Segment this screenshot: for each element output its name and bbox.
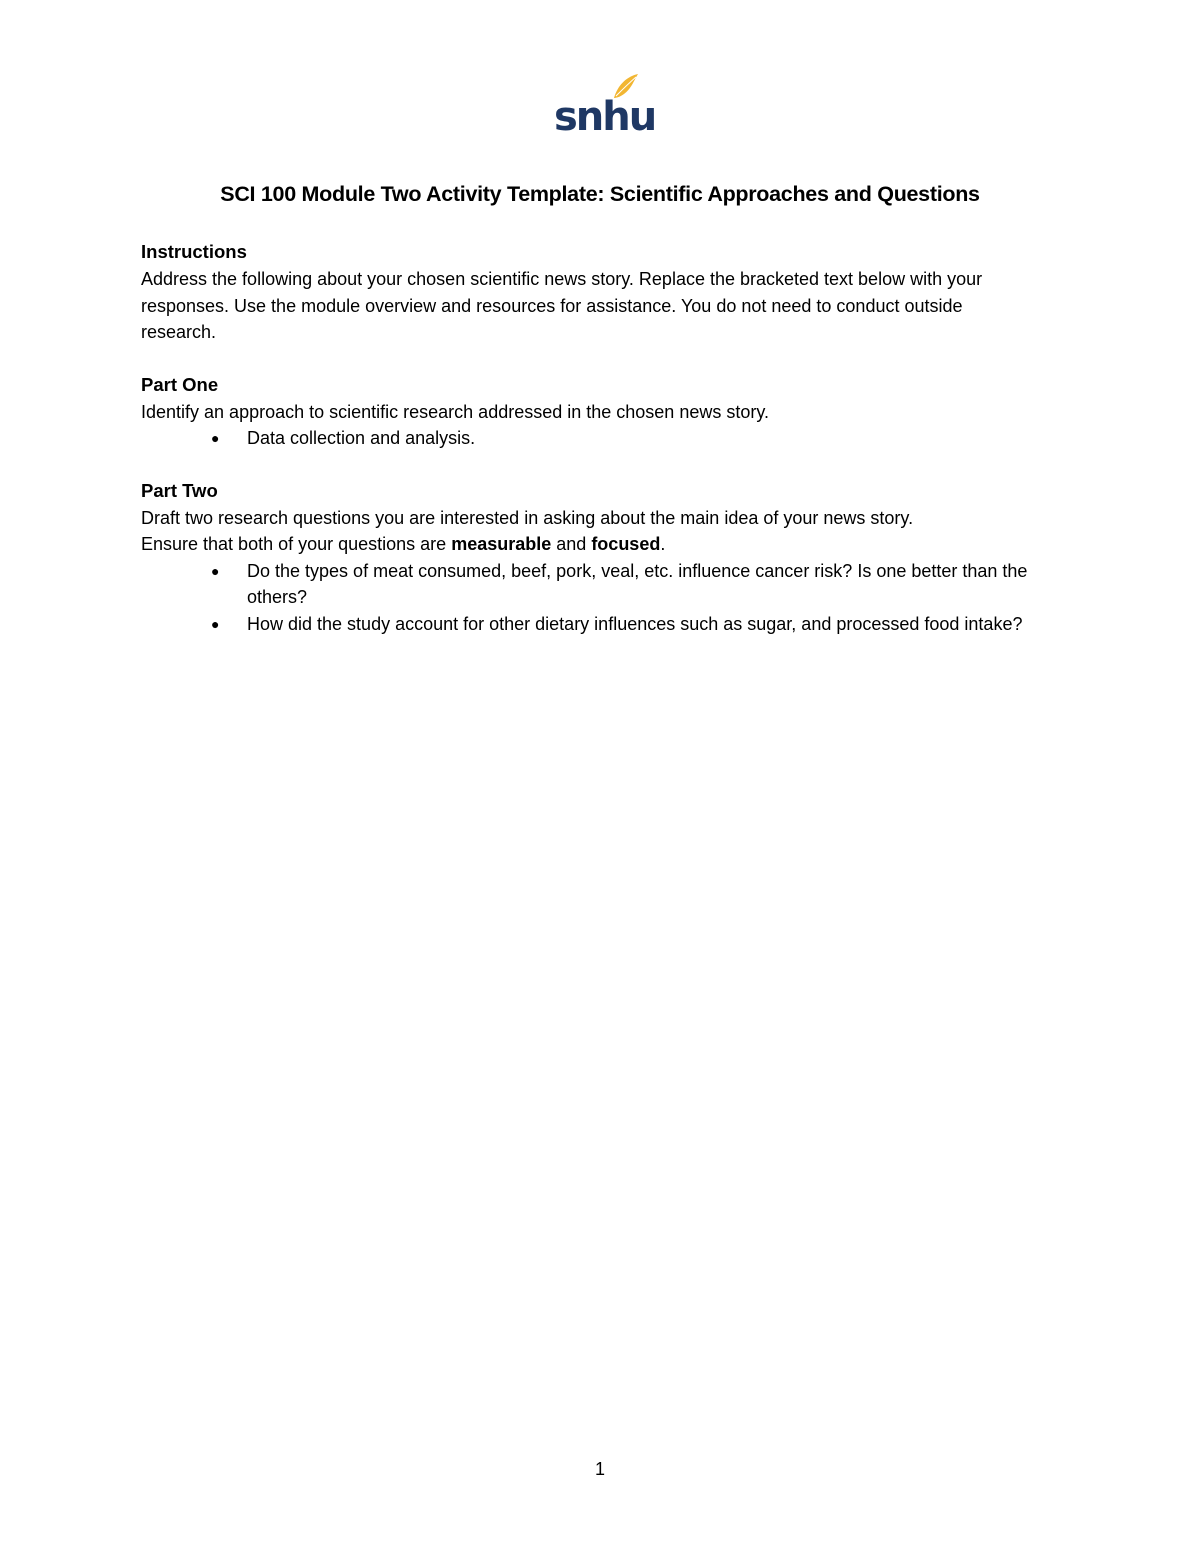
prompt-text: . [660, 534, 666, 554]
snhu-logo [552, 70, 656, 140]
part-one-section [141, 371, 1041, 452]
emphasis-measurable: measurable [451, 534, 552, 554]
instructions-section [141, 238, 1041, 346]
part-one-answer: Data collection and analysis. [247, 428, 476, 448]
svg-text:snhu: snhu [554, 94, 656, 140]
bullet-icon: ● [211, 562, 220, 579]
page-number: 1 [594, 1459, 605, 1479]
document-title: SCI 100 Module Two Activity Template: Scientific Approaches and Questions [220, 182, 980, 206]
part-one-bullet-list [141, 425, 1041, 452]
emphasis-focused: focused [591, 534, 661, 554]
document-body [141, 238, 1041, 637]
research-question-1: Do the types of meat consumed, beef, pork, veal, etc. influence cancer risk? Is one better than the others? [247, 560, 1028, 607]
list-item [141, 558, 1041, 611]
prompt-text: and [551, 534, 592, 554]
part-one-heading: Part One [141, 373, 219, 395]
part-two-prompt-line2 [141, 531, 1041, 558]
prompt-text: Ensure that both of your questions are [141, 534, 452, 554]
part-two-bullet-list [141, 558, 1041, 638]
part-two-heading: Part Two [141, 479, 218, 501]
bullet-icon: ● [211, 430, 220, 446]
instructions-heading: Instructions [141, 241, 247, 262]
list-item [141, 425, 1041, 452]
research-question-2: How did the study account for other dietary influences such as sugar, and processed food intake? [247, 613, 1023, 634]
part-two-section [141, 477, 1041, 638]
instructions-text: Address the following about your chosen scientific news story. Replace the bracketed text below with your responses. Use the module overview and resources for assistance. You do not need to conduct outside research. [141, 269, 983, 342]
list-item [141, 611, 1041, 638]
bullet-icon: ● [211, 615, 220, 632]
part-two-prompt-line1: Draft two research questions you are interested in asking about the main idea of your news story. [141, 507, 914, 528]
part-one-prompt: Identify an approach to scientific research addressed in the chosen news story. [141, 401, 770, 422]
